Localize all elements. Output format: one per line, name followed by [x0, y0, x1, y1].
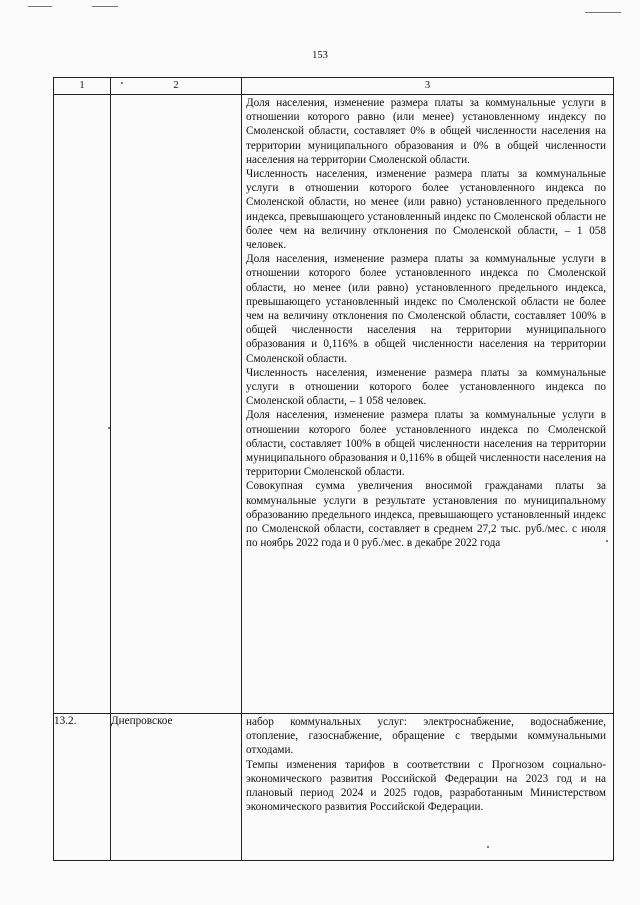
page-number: 153 — [312, 50, 328, 61]
header-col-2: 2 — [111, 78, 242, 95]
row-number-cell — [54, 95, 111, 714]
scan-speck — [606, 540, 608, 542]
scan-mark-top-left — [28, 6, 52, 7]
paragraph: Доля населения, изменение размера платы за коммунальные услуги в отношении которого более установленного индекса по Смоленской области, составляет 100% в общей численности населения на территории муниципального образования и 0,116% в общей численности населения на территории Смоленской области. — [246, 409, 606, 479]
header-col-3: 3 — [242, 78, 614, 95]
paragraph: Совокупная сумма увеличения вносимой гражданами платы за коммунальные услуги в результате установления по муниципальному образованию предельного индекса, превышающего установленный индекс по Смоленской области, составляет в среднем 27,2 тыс. руб./мес. с июля по ноябрь 2022 года и 0 руб./мес. в декабре 2022 года — [246, 480, 606, 550]
table-row-13-2 — [54, 714, 614, 861]
header-col-1: 1 — [54, 78, 111, 95]
scan-speck — [108, 427, 110, 429]
paragraph: Доля населения, изменение размера платы за коммунальные услуги в отношении которого более установленного индекса по Смоленской области, но менее (или равно) установленного предельного индекса, превышающего установленный индекс по Смоленской области не более чем на величину отклонения по Смоленской области, составляет 100% в общей численности населения на территории муниципального образования и 0,116% в общей численности населения на территории Смоленской области. — [246, 253, 606, 365]
municipality-name-cell — [111, 95, 242, 714]
scan-speck — [121, 82, 123, 84]
document-table — [53, 77, 614, 861]
paragraph: Темпы изменения тарифов в соответствии с Прогнозом социально-экономического развития Российской Федерации на 2023 год и на плановый период 2024 и 2025 годов, разработанным Министерством экономического развития Российской Федерации. — [246, 758, 606, 814]
table-row-continuation — [54, 95, 614, 714]
municipality-name-cell: Днепровское — [111, 714, 242, 861]
paragraph: Численность населения, изменение размера платы за коммунальные услуги в отношении которого более установленного индекса по Смоленской области, – 1 058 человек. — [246, 366, 606, 408]
scan-mark-top-right — [585, 12, 621, 13]
scan-speck — [487, 846, 489, 848]
paragraph: Численность населения, изменение размера платы за коммунальные услуги в отношении которого более установленного индекса по Смоленской области, но менее (или равно) установленного предельного индекса, превышающего установленный индекс по Смоленской области не более чем на величину отклонения по Смоленской области, – 1 058 человек. — [246, 168, 606, 252]
description-cell — [242, 714, 614, 861]
description-cell — [242, 95, 614, 714]
paragraph: набор коммунальных услуг: электроснабжение, водоснабжение, отопление, газоснабжение, обращение с твердыми коммунальными отходами. — [246, 716, 606, 757]
scan-mark-top-middle — [92, 6, 118, 7]
table-header-row — [54, 78, 614, 95]
paragraph: Доля населения, изменение размера платы за коммунальные услуги в отношении которого равно (или менее) установленному индексу по Смоленской области, составляет 0% в общей численности населения на территории муниципального образования и 0% в общей численности населения на территории Смоленской области. — [246, 97, 606, 166]
row-number-cell: 13.2. — [54, 714, 111, 861]
